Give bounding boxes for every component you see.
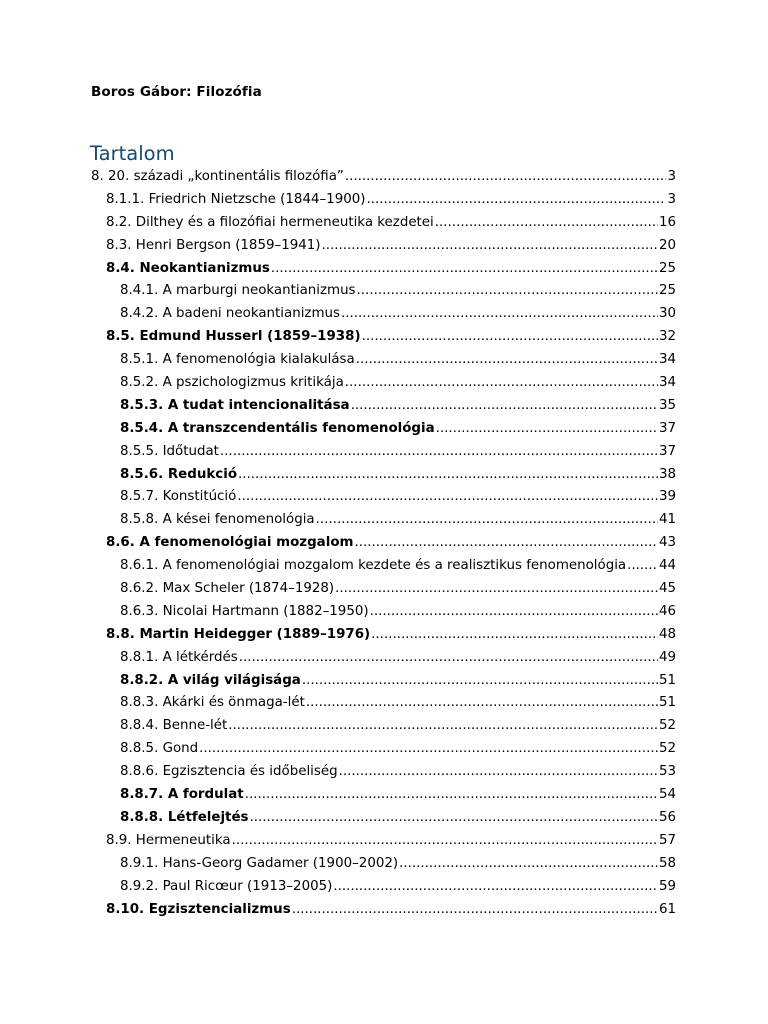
- toc-entry-page-number[interactable]: 54: [658, 787, 676, 803]
- toc-dot-leader: [356, 349, 658, 372]
- toc-dot-leader: [238, 464, 658, 487]
- toc-dot-leader: [370, 601, 658, 624]
- toc-entry-label[interactable]: 8.5.7. Konstitúció: [120, 489, 237, 505]
- toc-dot-leader: [228, 715, 658, 738]
- toc-entry[interactable]: [91, 235, 676, 258]
- toc-entry-label[interactable]: 8.4. Neokantianizmus: [106, 260, 270, 276]
- toc-entry[interactable]: [91, 647, 676, 670]
- toc-entry-label[interactable]: 8.5.1. A fenomenológia kialakulása: [120, 352, 355, 368]
- toc-dot-leader: [371, 624, 658, 647]
- toc-entry[interactable]: [91, 692, 676, 715]
- toc-entry-page-number[interactable]: 25: [658, 283, 676, 299]
- toc-entry-label[interactable]: 8.9.2. Paul Ricœur (1913–2005): [120, 878, 333, 894]
- toc-entry[interactable]: [91, 555, 676, 578]
- toc-entry-label[interactable]: 8.4.2. A badeni neokantianizmus: [120, 306, 340, 322]
- toc-entry[interactable]: [91, 532, 676, 555]
- toc-entry-page-number[interactable]: 52: [658, 741, 676, 757]
- toc-entry-page-number[interactable]: 37: [658, 443, 676, 459]
- toc-entry-label[interactable]: 8.9. Hermeneutika: [106, 832, 231, 848]
- toc-dot-leader: [306, 692, 658, 715]
- toc-entry-page-number[interactable]: 30: [658, 306, 676, 322]
- toc-entry-label[interactable]: 8.5.6. Redukció: [120, 466, 238, 482]
- toc-entry-label[interactable]: 8. 20. századi „kontinentális filozófia”: [91, 169, 344, 184]
- toc-entry-page-number[interactable]: 44: [658, 558, 676, 574]
- toc-entry[interactable]: [91, 738, 676, 761]
- toc-dot-leader: [271, 258, 658, 281]
- toc-entry[interactable]: [91, 464, 676, 487]
- toc-entry-label[interactable]: 8.5.3. A tudat intencionalitása: [120, 397, 350, 413]
- table-of-contents: [91, 166, 676, 921]
- toc-entry[interactable]: [91, 601, 676, 624]
- toc-entry[interactable]: [91, 395, 676, 418]
- toc-dot-leader: [354, 532, 657, 555]
- toc-entry[interactable]: [91, 876, 676, 899]
- toc-entry-page-number[interactable]: 56: [658, 809, 676, 825]
- toc-entry[interactable]: [91, 212, 676, 235]
- toc-entry[interactable]: [91, 784, 676, 807]
- toc-entry-label[interactable]: 8.5.2. A pszichologizmus kritikája: [120, 375, 344, 391]
- toc-entry-page-number[interactable]: 51: [658, 672, 676, 688]
- toc-dot-leader: [351, 395, 658, 418]
- toc-entry-page-number[interactable]: 59: [658, 878, 676, 894]
- toc-entry-label[interactable]: 8.2. Dilthey és a filozófiai hermeneutika kezdetei: [106, 214, 434, 230]
- toc-dot-leader: [199, 738, 658, 761]
- toc-dot-leader: [341, 303, 658, 326]
- toc-entry[interactable]: [91, 258, 676, 281]
- toc-entry-label[interactable]: 8.9.1. Hans-Georg Gadamer (1900–2002): [120, 855, 399, 871]
- toc-entry-label[interactable]: 8.5.4. A transzcendentális fenomenológia: [120, 420, 435, 436]
- toc-entry-page-number[interactable]: 57: [658, 832, 676, 848]
- toc-entry[interactable]: [91, 715, 676, 738]
- toc-entry-label[interactable]: 8.5.8. A kései fenomenológia: [120, 512, 315, 528]
- toc-entry[interactable]: [91, 166, 676, 189]
- toc-entry-label[interactable]: 8.8.4. Benne-lét: [120, 718, 228, 734]
- toc-entry-label[interactable]: 8.8.5. Gond: [120, 741, 199, 757]
- toc-dot-leader: [302, 670, 658, 693]
- toc-dot-leader: [220, 441, 658, 464]
- toc-dot-leader: [322, 235, 658, 258]
- toc-entry-page-number[interactable]: 35: [658, 397, 676, 413]
- toc-entry[interactable]: [91, 189, 676, 212]
- toc-dot-leader: [362, 326, 658, 349]
- toc-entry-page-number[interactable]: 3: [667, 191, 676, 207]
- toc-entry[interactable]: [91, 509, 676, 532]
- toc-entry[interactable]: [91, 807, 676, 830]
- toc-dot-leader: [436, 418, 658, 441]
- toc-entry-label[interactable]: 8.5. Edmund Husserl (1859–1938): [106, 329, 361, 345]
- toc-dot-leader: [339, 761, 658, 784]
- toc-entry-page-number[interactable]: 34: [658, 352, 676, 368]
- toc-dot-leader: [316, 509, 658, 532]
- toc-entry[interactable]: [91, 326, 676, 349]
- toc-entry[interactable]: [91, 670, 676, 693]
- toc-dot-leader: [627, 555, 658, 578]
- toc-entry-page-number[interactable]: 38: [658, 466, 676, 482]
- toc-entry-page-number[interactable]: 53: [658, 764, 676, 780]
- toc-entry[interactable]: [91, 372, 676, 395]
- toc-entry-label[interactable]: 8.6.2. Max Scheler (1874–1928): [120, 581, 335, 597]
- toc-entry-label[interactable]: 8.8.7. A fordulat: [120, 787, 244, 803]
- toc-dot-leader: [245, 784, 658, 807]
- toc-entry[interactable]: [91, 761, 676, 784]
- toc-entry-page-number[interactable]: 37: [658, 420, 676, 436]
- toc-entry-label[interactable]: 8.6.1. A fenomenológiai mozgalom kezdete és a realisztikus fenomenológia: [120, 558, 627, 574]
- toc-entry[interactable]: [91, 624, 676, 647]
- toc-title: Tartalom: [90, 142, 175, 165]
- toc-dot-leader: [333, 876, 658, 899]
- toc-dot-leader: [239, 647, 658, 670]
- toc-entry-page-number[interactable]: 41: [658, 512, 676, 528]
- toc-entry[interactable]: [91, 349, 676, 372]
- toc-entry-label[interactable]: 8.5.5. Időtudat: [120, 443, 219, 459]
- toc-entry[interactable]: [91, 441, 676, 464]
- toc-entry[interactable]: [91, 303, 676, 326]
- toc-entry-page-number[interactable]: 51: [658, 695, 676, 711]
- toc-entry-label[interactable]: 8.8.1. A létkérdés: [120, 649, 238, 665]
- toc-entry-page-number[interactable]: 43: [658, 535, 676, 551]
- toc-entry-label[interactable]: 8.8.6. Egzisztencia és időbeliség: [120, 764, 338, 780]
- toc-entry-page-number[interactable]: 32: [658, 329, 676, 345]
- document-header: Boros Gábor: Filozófia: [91, 84, 262, 100]
- toc-entry-page-number[interactable]: 45: [658, 581, 676, 597]
- toc-dot-leader: [250, 807, 658, 830]
- toc-dot-leader: [232, 830, 658, 853]
- toc-dot-leader: [345, 166, 667, 189]
- toc-dot-leader: [357, 280, 658, 303]
- toc-entry-page-number[interactable]: 34: [658, 375, 676, 391]
- toc-entry-label[interactable]: 8.4.1. A marburgi neokantianizmus: [120, 283, 356, 299]
- toc-dot-leader: [399, 853, 658, 876]
- toc-entry-page-number[interactable]: 39: [658, 489, 676, 505]
- toc-entry-page-number[interactable]: 49: [658, 649, 676, 665]
- toc-entry[interactable]: [91, 280, 676, 303]
- toc-dot-leader: [345, 372, 658, 395]
- toc-dot-leader: [366, 189, 666, 212]
- toc-entry-label[interactable]: 8.8. Martin Heidegger (1889–1976): [106, 626, 371, 642]
- toc-entry-label[interactable]: 8.1.1. Friedrich Nietzsche (1844–1900): [106, 191, 366, 207]
- toc-dot-leader: [435, 212, 658, 235]
- toc-entry[interactable]: [91, 853, 676, 876]
- toc-entry-page-number[interactable]: 46: [658, 603, 676, 619]
- toc-entry[interactable]: [91, 830, 676, 853]
- toc-entry-page-number[interactable]: 25: [658, 260, 676, 276]
- toc-entry-page-number[interactable]: 20: [658, 237, 676, 253]
- toc-dot-leader: [335, 578, 658, 601]
- toc-entry-label[interactable]: 8.8.2. A világ világisága: [120, 672, 301, 688]
- toc-entry-label[interactable]: 8.6. A fenomenológiai mozgalom: [106, 535, 354, 551]
- toc-entry-page-number[interactable]: 61: [658, 901, 676, 917]
- toc-entry-label[interactable]: 8.10. Egzisztencializmus: [106, 901, 291, 917]
- toc-entry-page-number[interactable]: 52: [658, 718, 676, 734]
- toc-entry[interactable]: [91, 486, 676, 509]
- toc-entry-label[interactable]: 8.8.8. Létfelejtés: [120, 809, 249, 825]
- toc-entry[interactable]: [91, 899, 676, 922]
- toc-entry-page-number[interactable]: 16: [658, 214, 676, 230]
- toc-entry[interactable]: [91, 578, 676, 601]
- toc-entry-label[interactable]: 8.3. Henri Bergson (1859–1941): [106, 237, 321, 253]
- toc-entry-page-number[interactable]: 48: [658, 626, 676, 642]
- toc-entry-label[interactable]: 8.6.3. Nicolai Hartmann (1882–1950): [120, 603, 369, 619]
- toc-dot-leader: [237, 486, 658, 509]
- toc-entry-page-number[interactable]: 58: [658, 855, 676, 871]
- toc-dot-leader: [292, 899, 658, 922]
- toc-entry[interactable]: [91, 418, 676, 441]
- toc-entry-page-number[interactable]: 3: [667, 169, 676, 184]
- toc-entry-label[interactable]: 8.8.3. Akárki és önmaga-lét: [120, 695, 305, 711]
